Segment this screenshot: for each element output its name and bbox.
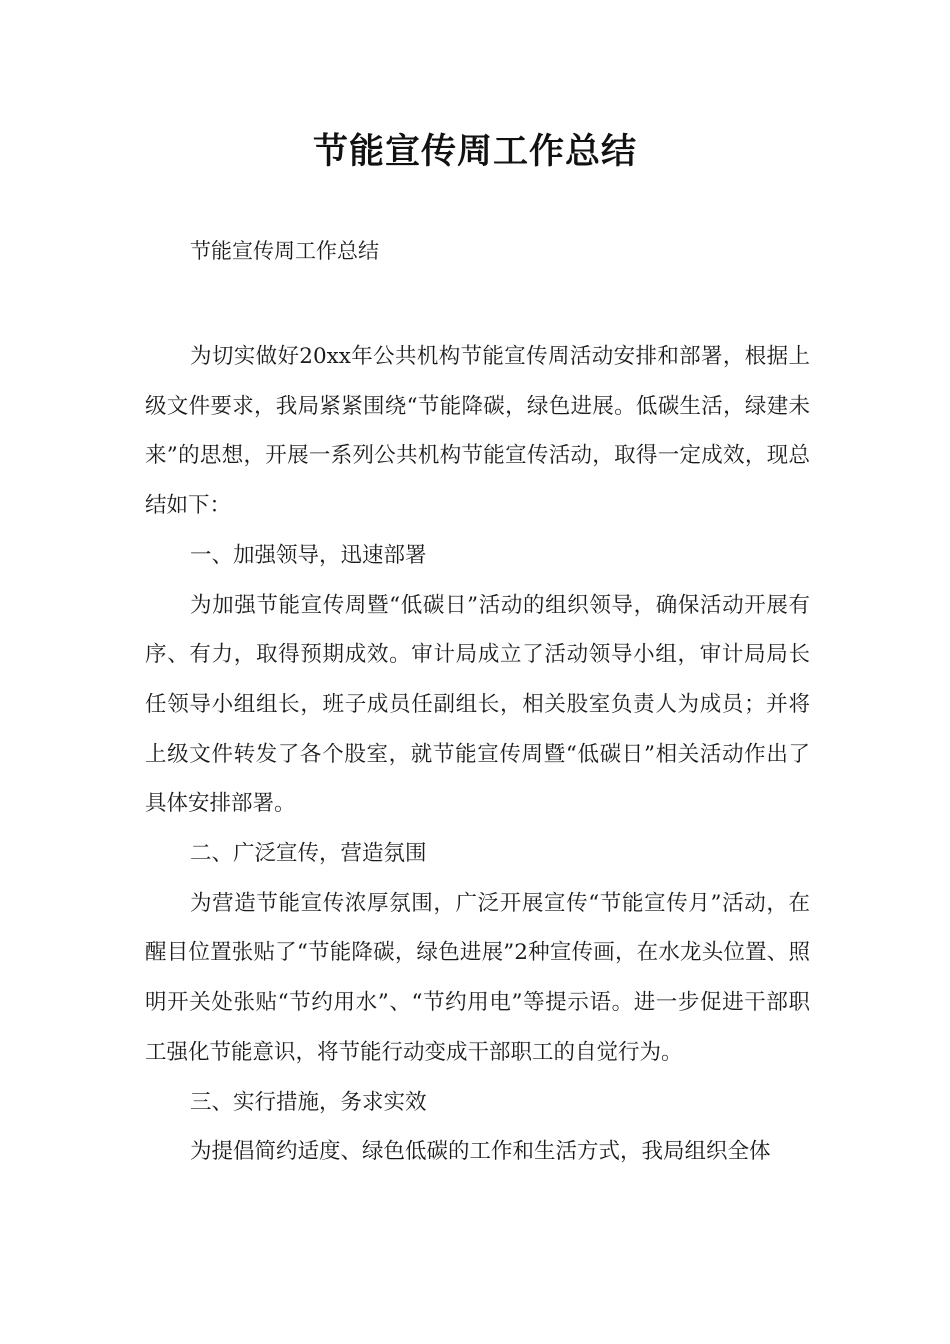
- document-body: [145, 332, 810, 1177]
- section-2-paragraph: 为营造节能宣传浓厚氛围，广泛开展宣传“节能宣传月”活动，在醒目位置张贴了“节能降碳，绿色进展”2种宣传画，在水龙头位置、照明开关处张贴“节约用水”、“节约用电”等提示语。进一步促进干部职工强化节能意识，将节能行动变成干部职工的自觉行为。: [145, 890, 810, 1065]
- section-3-paragraph: 为提倡简约适度、绿色低碳的工作和生活方式，我局组织全体: [190, 1139, 771, 1165]
- intro-paragraph: 为切实做好20xx年公共机构节能宣传周活动安排和部署，根据上级文件要求，我局紧紧围绕“节能降碳，绿色进展。低碳生活，绿建未来”的思想，开展一系列公共机构节能宣传活动，取得一定成效，现总结如下：: [145, 344, 810, 519]
- section-heading-3: 三、实行措施，务求实效: [190, 1089, 427, 1115]
- section-heading-2: 二、广泛宣传，营造氛围: [190, 841, 427, 867]
- document-title: 节能宣传周工作总结: [312, 132, 637, 172]
- section-1-paragraph: 为加强节能宣传周暨“低碳日”活动的组织领导，确保活动开展有序、有力，取得预期成效。审计局成立了活动领导小组，审计局局长任领导小组组长，班子成员任副组长，相关股室负责人为成员；并将上级文件转发了各个股室，就节能宣传周暨“低碳日”相关活动作出了具体安排部署。: [145, 592, 810, 817]
- section-heading-1: 一、加强领导，迅速部署: [190, 542, 427, 568]
- document-subtitle: 节能宣传周工作总结: [190, 239, 379, 263]
